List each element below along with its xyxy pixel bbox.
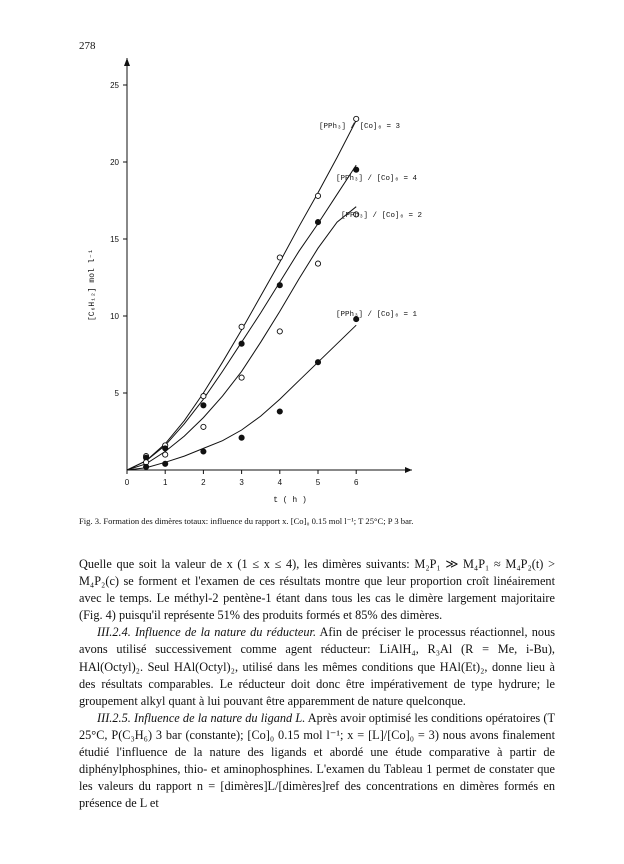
data-point-series-2 xyxy=(201,403,206,408)
x-axis-label: t ( h ) xyxy=(273,496,307,505)
paragraph-1-text: Quelle que soit la valeur de x (1 ≤ x ≤ 4), les dimères suivants: M₂P₁ ≫ M₄P₁ ≈ M₄P₂(t) > M₄P₂(c) se forment et l'examen de ces résultats montre que leur proportion croît linéairement avec le temps. Le méthyl-2 pentène-1 étant dans tous les cas le dimère largement majoritaire (Fig. 4) puisqu'il représente 51% des produits formés et 85% des dimères. xyxy=(79,557,555,623)
section-heading-iii-2-4: III.2.4. Influence de la nature du réducteur. xyxy=(97,625,317,640)
data-points xyxy=(144,116,359,469)
series-curve-1 xyxy=(127,120,356,470)
annotation-ratio-4: [PPh₃] / [Co]₀ = 1 xyxy=(336,311,418,319)
annotation-ratio-2: [PPh₃] / [Co]₀ = 4 xyxy=(336,175,418,183)
data-point-series-4 xyxy=(239,435,244,440)
body-paragraph-3 xyxy=(79,710,555,813)
x-tick-label: 2 xyxy=(201,478,206,487)
data-point-series-2 xyxy=(315,220,320,225)
x-tick-label: 1 xyxy=(162,478,168,487)
annotation-ratio-1: [PPh₃] / [Co]₀ = 3 xyxy=(319,123,401,131)
x-axis-arrow xyxy=(405,467,412,473)
data-point-series-2 xyxy=(239,341,244,346)
y-axis-label: [C₆H₁₂] mol l⁻¹ xyxy=(88,248,97,322)
data-point-series-1 xyxy=(315,193,320,198)
data-point-series-3 xyxy=(201,424,206,429)
data-point-series-2 xyxy=(354,167,359,172)
y-tick-label: 20 xyxy=(110,158,119,167)
data-point-series-1 xyxy=(354,116,359,121)
y-axis-arrow xyxy=(124,58,130,66)
y-tick-label: 5 xyxy=(114,389,119,398)
section-heading-iii-2-5: III.2.5. Influence de la nature du ligand L. xyxy=(97,710,306,725)
page-number: 278 xyxy=(79,40,96,52)
body-paragraph-1 xyxy=(79,556,555,624)
paragraph-2-text: Afin de préciser le processus réactionnel, nous avons utilisé successivement comme agent réducteur: LiAlH₄, R₃Al (R = Me, i-Bu), HAl(Octyl)₂. Seul HAl(Octyl)₂, utilisé dans les mêmes conditions que HAl(Et)₂, donne lieu à des résultats comparables. Le réducteur doit donc être impérativement de type hydrure; le groupement alkyl quant à lui pouvant être apparemment de nature quelconque. xyxy=(79,625,556,708)
data-point-series-3 xyxy=(239,375,244,380)
y-tick-label: 25 xyxy=(110,81,119,90)
data-point-series-1 xyxy=(239,324,244,329)
paragraph-3-text: Après avoir optimisé les conditions opératoires (T 25°C, P(C₃H₆) 3 bar (constante); [Co]₀ 0.15 mol l⁻¹; x = [L]/[Co]₀ = 3) nous avons finalement étudié l'influence de la nature des ligands et abordé une étude comparative à partir de diphénylphosphines, thio- et aminophosphines. L'examen du Tableau 1 permet de constater que les valeurs du rapport n = [dimères]L/[dimères]ref des concentrations en dimères formés en présence de L et xyxy=(79,710,555,811)
figure-caption: Fig. 3. Formation des dimères totaux: influence du rapport x. [Co]₀ 0.15 mol l⁻¹; T 25°C; P 3 bar. xyxy=(79,516,414,526)
body-paragraph-2 xyxy=(79,624,555,709)
data-point-series-3 xyxy=(315,261,320,266)
x-tick-label: 6 xyxy=(353,478,359,487)
x-tick-label: 3 xyxy=(239,478,244,487)
data-point-series-3 xyxy=(163,452,168,457)
data-point-series-1 xyxy=(201,394,206,399)
x-tick-label: 5 xyxy=(315,478,321,487)
data-point-series-4 xyxy=(315,360,320,365)
data-point-series-4 xyxy=(163,461,168,466)
data-point-series-2 xyxy=(277,283,282,288)
series-curves xyxy=(127,120,356,470)
data-point-series-1 xyxy=(277,255,282,260)
data-point-series-2 xyxy=(163,446,168,451)
y-tick-label: 15 xyxy=(110,235,119,244)
x-ticks xyxy=(125,470,359,487)
annotation-ratio-3: [PPh₃] / [Co]₀ = 2 xyxy=(341,212,423,220)
body-text xyxy=(79,556,555,812)
series-curve-2 xyxy=(127,165,356,470)
x-tick-label: 4 xyxy=(277,478,283,487)
y-ticks xyxy=(110,81,127,398)
data-point-series-4 xyxy=(144,464,149,469)
data-point-series-4 xyxy=(277,409,282,414)
data-point-series-3 xyxy=(277,329,282,334)
data-point-series-4 xyxy=(201,449,206,454)
chart-axes xyxy=(124,58,412,473)
x-tick-label: 0 xyxy=(124,478,130,487)
series-annotations xyxy=(319,123,422,319)
y-tick-label: 10 xyxy=(110,312,119,321)
